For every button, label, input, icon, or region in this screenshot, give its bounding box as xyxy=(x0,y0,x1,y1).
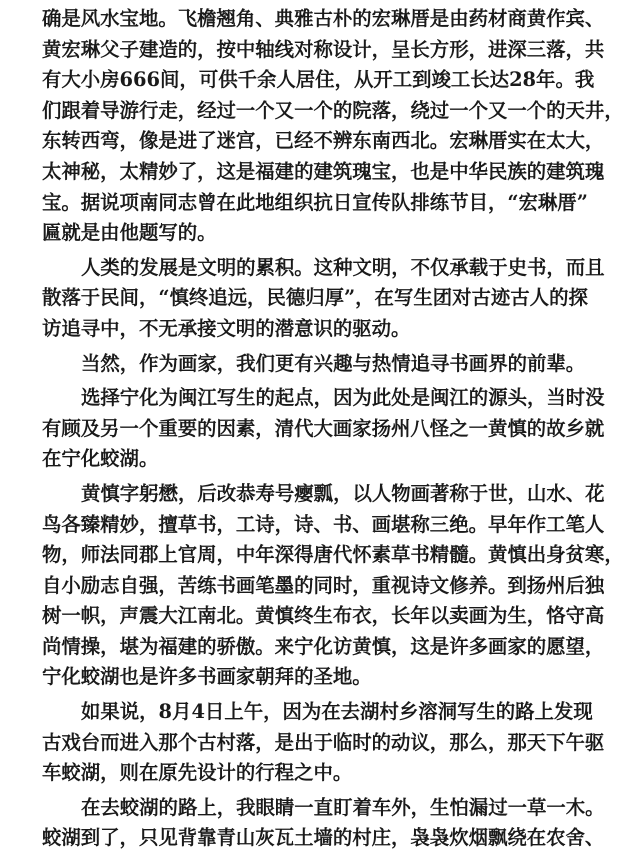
text-line: 在宁化蛟湖。 xyxy=(42,447,159,471)
document-body xyxy=(42,4,624,854)
text-line: 车蛟湖，则在原先设计的行程之中。 xyxy=(42,761,353,785)
paragraph-4 xyxy=(42,383,605,475)
paragraph-3 xyxy=(42,349,586,380)
paragraph-5 xyxy=(42,479,624,693)
text-line: 鸟各臻精妙，擅草书，工诗，诗、书、画堪称三绝。早年作工笔人 xyxy=(42,512,605,536)
paragraph-7 xyxy=(42,793,605,854)
paragraph-1 xyxy=(42,4,624,249)
paragraph-2 xyxy=(42,253,605,345)
text-line: 散落于民间，“慎终追远，民德归厚”，在写生团对古迹古人的探 xyxy=(42,286,588,310)
text-line: 蛟湖到了，只见背靠青山灰瓦土墙的村庄，袅袅炊烟飘绕在农舍、 xyxy=(42,826,605,850)
text-line: 东转西弯，像是进了迷宫，已经不辨东南西北。宏琳厝实在太大， xyxy=(42,129,605,153)
text-line: 黄慎字躬懋，后改恭寿号瘿瓢，以人物画著称于世，山水、花 xyxy=(81,481,605,505)
paragraph-6 xyxy=(42,697,605,789)
text-line: 尚情操，堪为福建的骄傲。来宁化访黄慎，这是许多画家的愿望， xyxy=(42,634,605,658)
text-line: 人类的发展是文明的累积。这种文明，不仅承载于史书，而且 xyxy=(81,255,605,279)
text-line: 们跟着导游行走，经过一个又一个的院落，绕过一个又一个的天井， xyxy=(42,98,624,122)
text-line: 如果说，8月4日上午，因为在去湖村乡溶洞写生的路上发现 xyxy=(81,700,593,724)
text-line: 物，师法同郡上官周，中年深得唐代怀素草书精髓。黄慎出身贫寒， xyxy=(42,543,624,567)
text-line: 有顾及另一个重要的因素，清代大画家扬州八怪之一黄慎的故乡就 xyxy=(42,416,605,440)
text-line: 宁化蛟湖也是许多书画家朝拜的圣地。 xyxy=(42,665,372,689)
text-line: 访追寻中，不无承接文明的潜意识的驱动。 xyxy=(42,316,411,340)
text-line: 宝。据说项南同志曾在此地组织抗日宣传队排练节目，“宏琳厝” xyxy=(42,190,588,214)
text-line: 确是风水宝地。飞檐翘角、典雅古朴的宏琳厝是由药材商黄作宾、 xyxy=(42,7,605,30)
text-line: 古戏台而进入那个古村落，是出于临时的动议，那么，那天下午驱 xyxy=(42,730,605,754)
text-line: 当然，作为画家，我们更有兴趣与热情追寻书画界的前辈。 xyxy=(81,351,586,375)
text-line: 有大小房666间，可供千余人居住，从开工到竣工长达28年。我 xyxy=(42,68,595,92)
text-line: 树一帜，声震大江南北。黄慎终生布衣，长年以卖画为生，恪守高 xyxy=(42,604,605,628)
text-line: 太神秘，太精妙了，这是福建的建筑瑰宝，也是中华民族的建筑瑰 xyxy=(42,159,605,183)
text-line: 选择宁化为闽江写生的起点，因为此处是闽江的源头，当时没 xyxy=(81,386,605,410)
text-line: 自小励志自强，苦练书画笔墨的同时，重视诗文修养。到扬州后独 xyxy=(42,573,605,597)
text-line: 在去蛟湖的路上，我眼睛一直盯着车外，生怕漏过一草一木。 xyxy=(81,795,605,819)
text-line: 匾就是由他题写的。 xyxy=(42,221,217,245)
text-line: 黄宏琳父子建造的，按中轴线对称设计，呈长方形，进深三落，共 xyxy=(42,37,605,61)
